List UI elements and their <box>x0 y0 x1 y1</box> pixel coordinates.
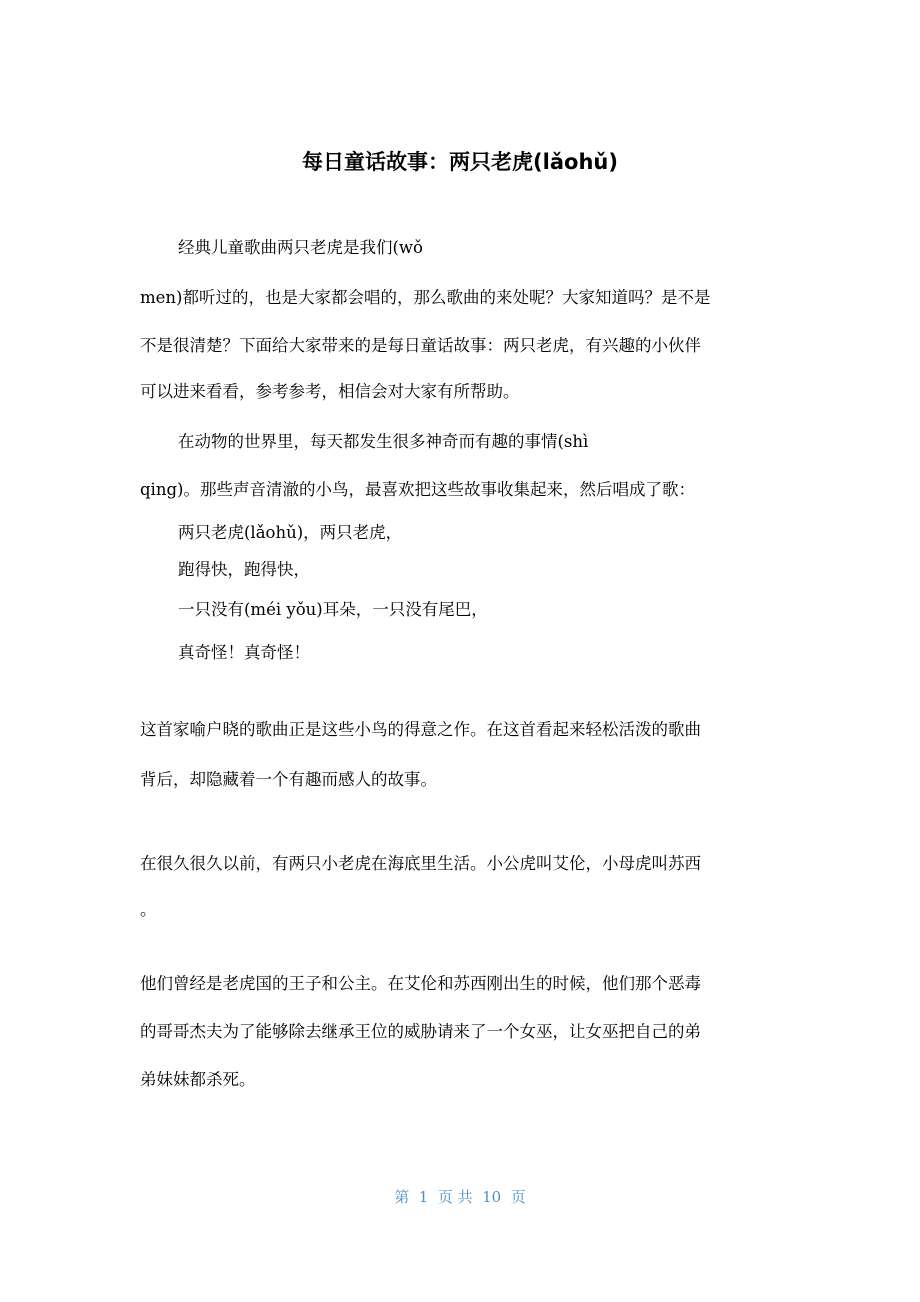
body-line: 不是很清楚？下面给大家带来的是每日童话故事：两只老虎，有兴趣的小伙伴 <box>140 336 701 355</box>
song-lyric-line: 真奇怪！真奇怪！ <box>178 643 310 662</box>
body-line: 。 <box>140 900 157 919</box>
body-line: 经典儿童歌曲两只老虎是我们(wǒ <box>178 238 423 257</box>
body-line: 这首家喻户晓的歌曲正是这些小鸟的得意之作。在这首看起来轻松活泼的歌曲 <box>140 720 701 739</box>
body-line: 的哥哥杰夫为了能够除去继承王位的威胁请来了一个女巫，让女巫把自己的弟 <box>140 1022 701 1041</box>
body-line: 在很久很久以前，有两只小老虎在海底里生活。小公虎叫艾伦，小母虎叫苏西 <box>140 854 701 873</box>
body-line: men)都听过的，也是大家都会唱的，那么歌曲的来处呢？大家知道吗？是不是 <box>140 288 711 307</box>
song-lyric-line: 两只老虎(lǎohǔ)，两只老虎， <box>178 523 403 542</box>
page-indicator: 第 1 页 共 10 页 <box>394 1188 526 1206</box>
body-line: 可以进来看看，参考参考，相信会对大家有所帮助。 <box>140 382 520 401</box>
body-line: qing)。那些声音清澈的小鸟，最喜欢把这些故事收集起来，然后唱成了歌： <box>140 480 695 499</box>
body-line: 他们曾经是老虎国的王子和公主。在艾伦和苏西刚出生的时候，他们那个恶毒 <box>140 974 701 993</box>
song-lyric-line: 一只没有(méi yǒu)耳朵，一只没有尾巴， <box>178 600 488 619</box>
body-line: 背后，却隐藏着一个有趣而感人的故事。 <box>140 770 437 789</box>
body-line: 弟妹妹都杀死。 <box>140 1070 256 1089</box>
body-line: 在动物的世界里，每天都发生很多神奇而有趣的事情(shì <box>178 432 589 451</box>
song-lyric-line: 跑得快，跑得快， <box>178 560 310 579</box>
document-title: 每日童话故事：两只老虎(lǎohǔ) <box>302 150 618 174</box>
